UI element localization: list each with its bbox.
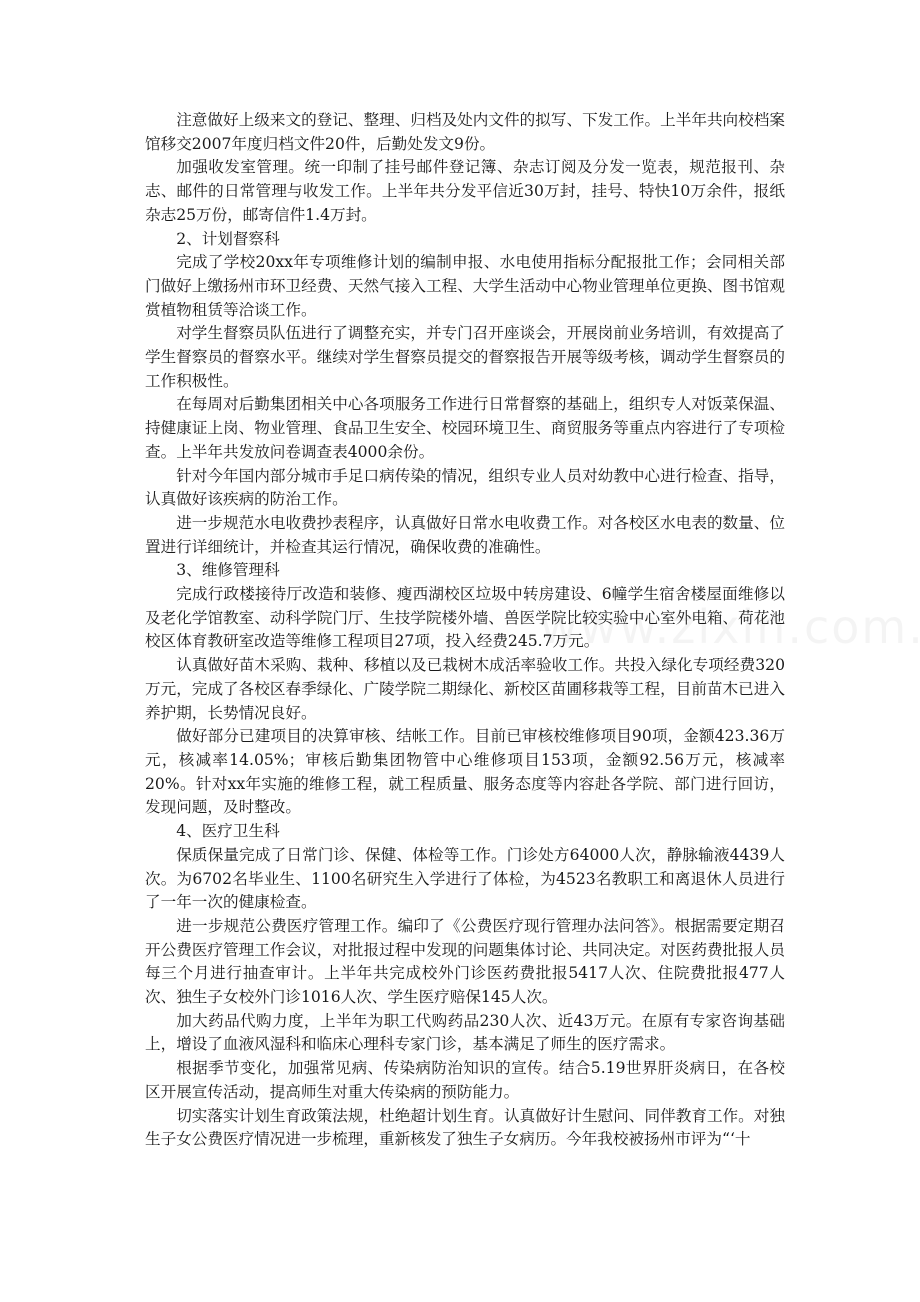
paragraph-family-planning: 切实落实计划生育政策法规，杜绝超计划生育。认真做好计生慰问、同伴教育工作。对独生子女公费医疗情况进一步梳理，重新核发了独生子女病历。今年我校被扬州市评为“‘十: [145, 1106, 785, 1149]
section-heading-maintenance-management: 3、维修管理科: [176, 561, 280, 580]
paragraph-maintenance-plan: 完成了学校20xx年专项维修计划的编制申报、水电使用指标分配报批工作；会同相关部门做好上缴扬州市环卫经费、天然气接入工程、大学生活动中心物业管理单位更换、图书馆观赏植物租赁等洽谈工作。: [145, 253, 785, 319]
paragraph-hfmd-prevention: 针对今年国内部分城市手足口病传染的情况，组织专业人员对幼教中心进行检查、指导，认真做好该疾病的防治工作。: [145, 466, 785, 509]
paragraph-disease-education: 根据季节变化，加强常见病、传染病防治知识的宣传。结合5.19世界肝炎病日，在各校区开展宣传活动，提高师生对重大传染病的预防能力。: [145, 1059, 785, 1101]
paragraph-public-medical: 进一步规范公费医疗管理工作。编印了《公费医疗现行管理办法问答》。根据需要定期召开公费医疗管理工作会议，对批报过程中发现的问题集体讨论、共同决定。对医药费批报人员每三个月进行抽查审计。上半年共完成校外门诊医药费批报5417人次、住院费批报477人次、独生子女校外门诊1016人次、学生医疗赔保145人次。: [145, 916, 785, 1007]
paragraph-greening: 认真做好苗木采购、栽种、移植以及已栽树木成活率验收工作。共投入绿化专项经费320万元，完成了各校区春季绿化、广陵学院二期绿化、新校区苗圃移栽等工程，目前苗木已进入养护期，长势情况良好。: [145, 656, 785, 722]
section-heading-planning-inspection: 2、计划督察科: [176, 229, 280, 248]
paragraph-drug-purchase: 加大药品代购力度，上半年为职工代购药品230人次、近43万元。在原有专家咨询基础上，增设了血液风湿科和临床心理科专家门诊，基本满足了师生的医疗需求。: [145, 1011, 785, 1054]
paragraph-student-inspectors: 对学生督察员队伍进行了调整充实，并专门召开座谈会，开展岗前业务培训，有效提高了学生督察员的督察水平。继续对学生督察员提交的督察报告开展等级考核，调动学生督察员的工作积极性。: [145, 324, 785, 390]
paragraph-audit: 做好部分已建项目的决算审核、结帐工作。目前已审核校维修项目90项，金额423.36万元，核减率14.05%；审核后勤集团物管中心维修项目153项，金额92.56万元，核减率20%。针对xx年实施的维修工程，就工程质量、服务态度等内容赴各学院、部门进行回访，发现问题，及时整改。: [145, 727, 785, 817]
paragraph-clinic: 保质保量完成了日常门诊、保健、体检等工作。门诊处方64000人次，静脉输液4439人次。为6702名毕业生、1100名研究生入学进行了体检，为4523名教职工和离退休人员进行了一年一次的健康检查。: [145, 845, 785, 912]
paragraph-utility-billing: 进一步规范水电收费抄表程序，认真做好日常水电收费工作。对各校区水电表的数量、位置进行详细统计，并检查其运行情况，确保收费的准确性。: [145, 513, 785, 556]
paragraph-mailroom: 加强收发室管理。统一印制了挂号邮件登记簿、杂志订阅及分发一览表，规范报刊、杂志、邮件的日常管理与收发工作。上半年共分发平信近30万封，挂号、特快10万余件，报纸杂志25万份，邮寄信件1.4万封。: [145, 158, 785, 224]
paragraph-weekly-inspection: 在每周对后勤集团相关中心各项服务工作进行日常督察的基础上，组织专人对饭菜保温、持健康证上岗、物业管理、食品卫生安全、校园环境卫生、商贸服务等重点内容进行了专项检查。上半年共发放问卷调查表4000余份。: [145, 395, 785, 461]
watermark: [540, 600, 920, 654]
paragraph-archives: 注意做好上级来文的登记、整理、归档及处内文件的拟写、下发工作。上半年共向校档案馆移交2007年度归档文件20件，后勤处发文9份。: [145, 111, 785, 153]
paragraph-renovation-projects: 完成行政楼接待厅改造和装修、瘦西湖校区垃圾中转房建设、6幢学生宿舍楼屋面维修以及老化学馆教室、动科学院门厅、生技学院楼外墙、兽医学院比较实验中心室外电箱、荷花池校区体育教研室改造等维修工程项目27项，投入经费245.7万元。: [145, 585, 785, 651]
section-heading-medical: 4、医疗卫生科: [176, 822, 280, 841]
